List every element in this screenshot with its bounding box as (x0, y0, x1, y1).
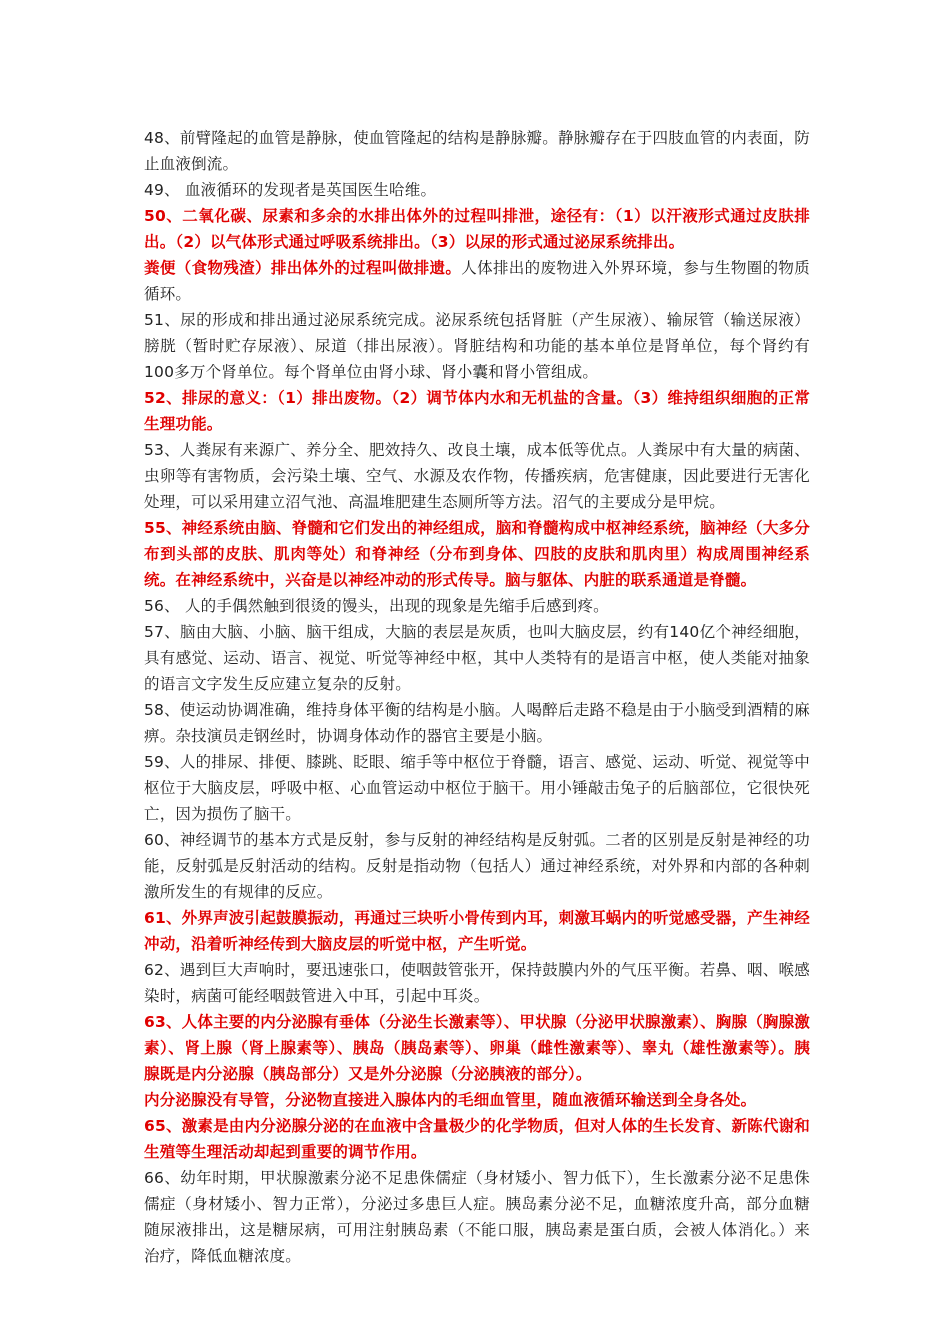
document-page (144, 125, 810, 1269)
paragraph-57: 57、脑由大脑、小脑、脑干组成，大脑的表层是灰质，也叫大脑皮层，约有140亿个神经细胞，具有感觉、运动、语言、视觉、听觉等神经中枢，其中人类特有的是语言中枢，使人类能对抽象的语言文字发生反应建立复杂的反射。 (144, 623, 810, 693)
paragraph-52: 52、排尿的意义：（1）排出废物。（2）调节体内水和无机盐的含量。（3）维持组织细胞的正常生理功能。 (144, 389, 810, 433)
paragraph-60: 60、神经调节的基本方式是反射，参与反射的神经结构是反射弧。二者的区别是反射是神经的功能，反射弧是反射活动的结构。反射是指动物（包括人）通过神经系统，对外界和内部的各种刺激所发生的有规律的反应。 (144, 831, 810, 901)
paragraph-endocrine-note: 内分泌腺没有导管，分泌物直接进入腺体内的毛细血管里，随血液循环输送到全身各处。 (144, 1091, 757, 1109)
paragraph-excretion-note (144, 255, 810, 307)
paragraph-66: 66、幼年时期，甲状腺激素分泌不足患侏儒症（身材矮小、智力低下），生长激素分泌不足患侏儒症（身材矮小、智力正常），分泌过多患巨人症。胰岛素分泌不足，血糖浓度升高，部分血糖随尿液排出，这是糖尿病，可用注射胰岛素（不能口服，胰岛素是蛋白质，会被人体消化。）来治疗，降低血糖浓度。 (144, 1169, 810, 1265)
highlighted-text: 粪便（食物残渣）排出体外的过程叫做排遗。 (144, 259, 462, 277)
paragraph-53: 53、人粪尿有来源广、养分全、肥效持久、改良土壤，成本低等优点。人粪尿中有大量的病菌、虫卵等有害物质，会污染土壤、空气、水源及农作物，传播疾病，危害健康，因此要进行无害化处理，可以采用建立沼气池、高温堆肥建生态厕所等方法。沼气的主要成分是甲烷。 (144, 441, 810, 511)
paragraph-58: 58、使运动协调准确，维持身体平衡的结构是小脑。人喝醉后走路不稳是由于小脑受到酒精的麻痹。杂技演员走钢丝时，协调身体动作的器官主要是小脑。 (144, 701, 810, 745)
paragraph-59: 59、人的排尿、排便、膝跳、眨眼、缩手等中枢位于脊髓，语言、感觉、运动、听觉、视觉等中枢位于大脑皮层，呼吸中枢、心血管运动中枢位于脑干。用小锤敲击兔子的后脑部位，它很快死亡，因为损伤了脑干。 (144, 753, 810, 823)
paragraph-50: 50、二氧化碳、尿素和多余的水排出体外的过程叫排泄，途径有：（1）以汗液形式通过皮肤排出。（2）以气体形式通过呼吸系统排出。（3）以尿的形式通过泌尿系统排出。 (144, 207, 810, 251)
paragraph-56: 56、 人的手偶然触到很烫的馒头，出现的现象是先缩手后感到疼。 (144, 597, 609, 615)
paragraph-65: 65、激素是由内分泌腺分泌的在血液中含量极少的化学物质，但对人体的生长发育、新陈代谢和生殖等生理活动却起到重要的调节作用。 (144, 1117, 810, 1161)
paragraph-49: 49、 血液循环的发现者是英国医生哈维。 (144, 181, 437, 199)
plain-text: 人体排出的废物进入外界环境，参与生物圈的物质循环。 (144, 259, 810, 303)
paragraph-51: 51、尿的形成和排出通过泌尿系统完成。泌尿系统包括肾脏（产生尿液）、输尿管（输送尿液）膀胱（暂时贮存尿液）、尿道（排出尿液）。肾脏结构和功能的基本单位是肾单位，每个肾约有100多万个肾单位。每个肾单位由肾小球、肾小囊和肾小管组成。 (144, 311, 810, 381)
paragraph-63: 63、人体主要的内分泌腺有垂体（分泌生长激素等）、甲状腺（分泌甲状腺激素）、胸腺（胸腺激素）、肾上腺（肾上腺素等）、胰岛（胰岛素等）、卵巢（雌性激素等）、睾丸（雄性激素等）。胰腺既是内分泌腺（胰岛部分）又是外分泌腺（分泌胰液的部分）。 (144, 1013, 810, 1083)
paragraph-62: 62、遇到巨大声响时，要迅速张口，使咽鼓管张开，保持鼓膜内外的气压平衡。若鼻、咽、喉感染时，病菌可能经咽鼓管进入中耳，引起中耳炎。 (144, 961, 810, 1005)
paragraph-55: 55、神经系统由脑、脊髓和它们发出的神经组成，脑和脊髓构成中枢神经系统，脑神经（大多分布到头部的皮肤、肌肉等处）和脊神经（分布到身体、四肢的皮肤和肌肉里）构成周围神经系统。在神经系统中，兴奋是以神经冲动的形式传导。脑与躯体、内脏的联系通道是脊髓。 (144, 519, 810, 589)
paragraph-48: 48、前臂隆起的血管是静脉，使血管隆起的结构是静脉瓣。静脉瓣存在于四肢血管的内表面，防止血液倒流。 (144, 129, 810, 173)
paragraph-61: 61、外界声波引起鼓膜振动，再通过三块听小骨传到内耳，刺激耳蜗内的听觉感受器，产生神经冲动，沿着听神经传到大脑皮层的听觉中枢，产生听觉。 (144, 909, 810, 953)
